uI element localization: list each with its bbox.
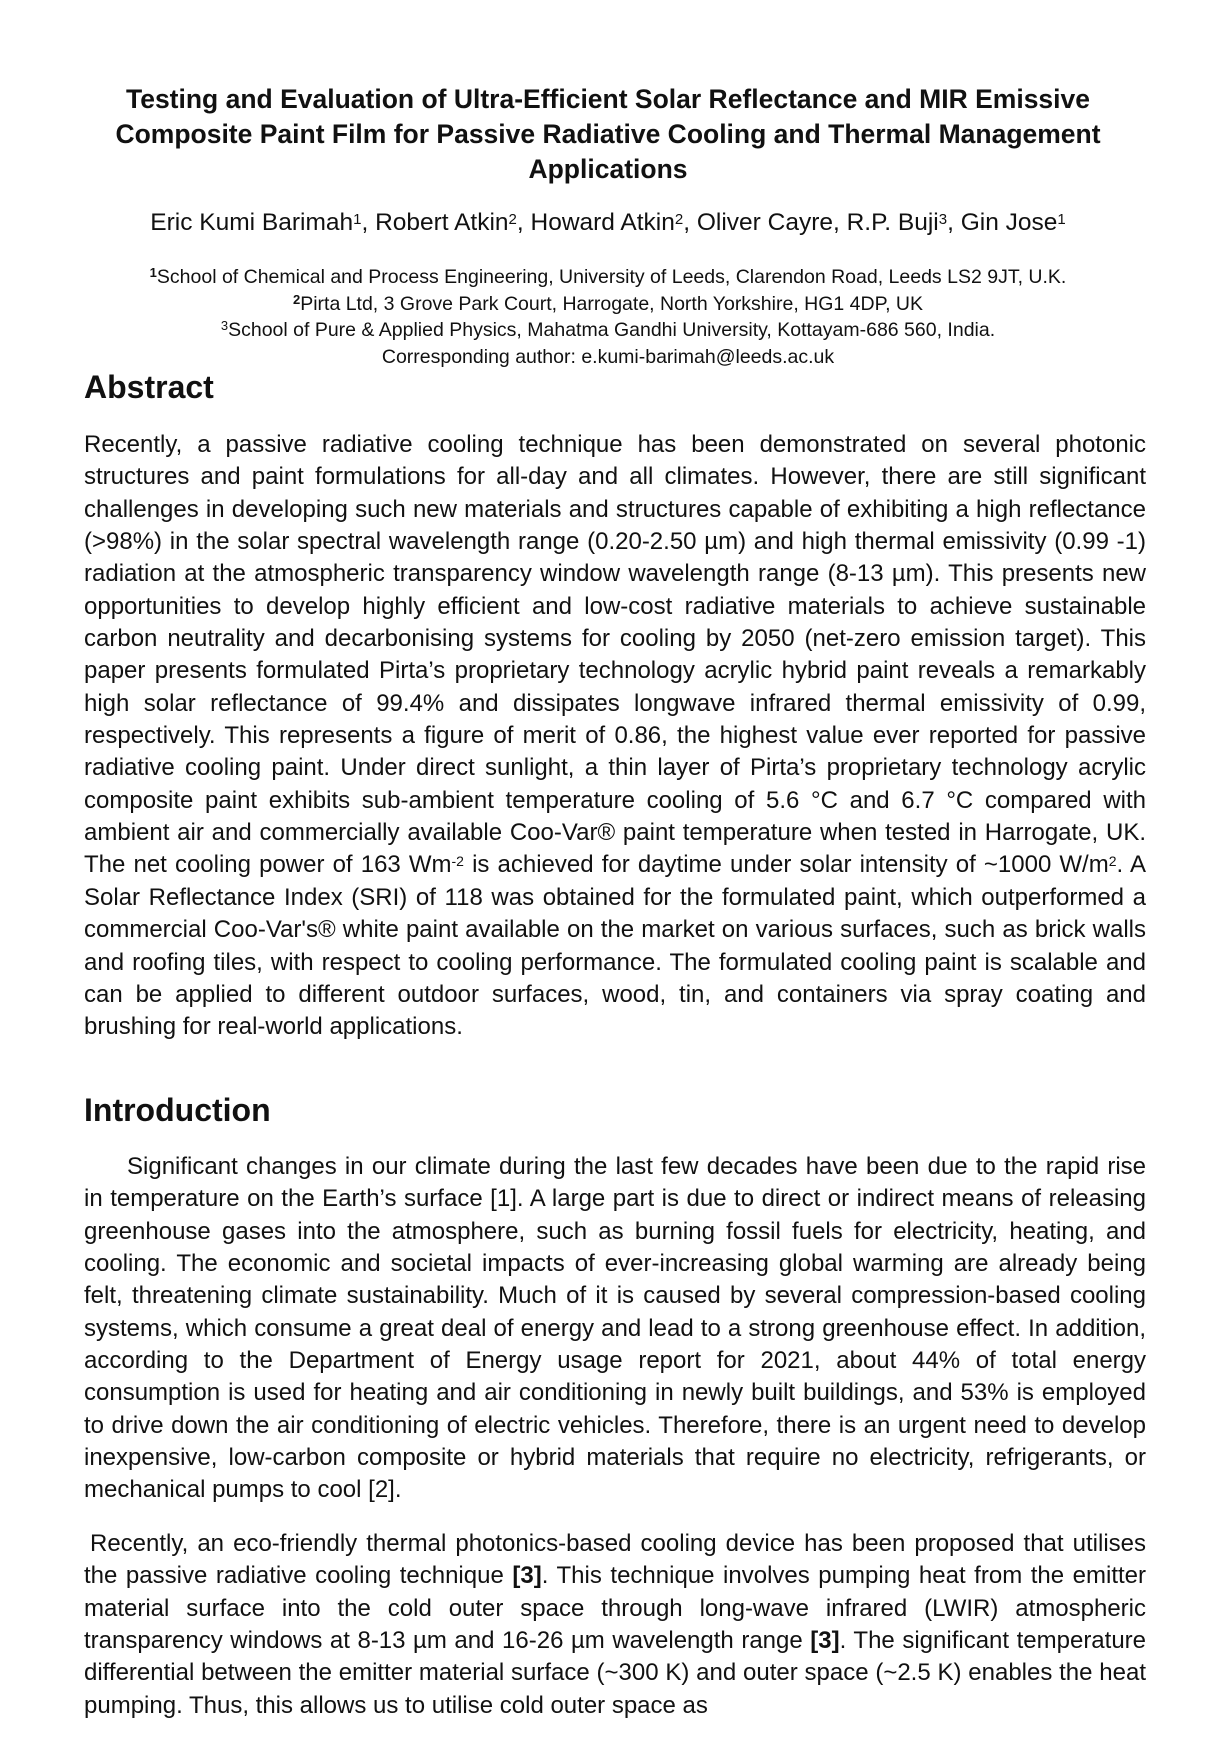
abstract-heading: Abstract xyxy=(84,369,214,405)
author-affiliation-mark: 3 xyxy=(938,211,948,228)
affiliation-3 xyxy=(60,317,1156,344)
title-line: Composite Paint Film for Passive Radiative Cooling and Thermal Management xyxy=(115,119,1101,149)
author-name: Gin Jose xyxy=(960,209,1058,236)
affiliations xyxy=(60,264,1156,370)
abstract-paragraph xyxy=(84,429,1146,1044)
introduction-paragraph-2 xyxy=(84,1528,1146,1722)
paper-title xyxy=(70,82,1146,187)
affiliation-2 xyxy=(60,291,1156,318)
affiliation-1 xyxy=(60,264,1156,291)
abstract-text: . A Solar Reflectance Index (SRI) of 118 was obtained for the formulated paint, which outperformed a commercial Coo-Var's® white paint available on the market on various surfaces, such as brick walls and roofing tiles, with respect to cooling performance. The formulated cooling paint is scalable and can be applied to different outdoor surfaces, wood, tin, and containers via spray coating and brushing for real-world applications. xyxy=(84,851,1146,1041)
author-separator: , xyxy=(683,209,697,236)
author-name: Oliver Cayre, R.P. Buji xyxy=(696,209,939,236)
abstract-text: Recently, a passive radiative cooling technique has been demonstrated on several photonic structures and paint formulations for all-day and all climates. However, there are still significant challenges in developing such new materials and structures capable of exhibiting a high reflectance (>98%) in the solar spectral wavelength range (0.20-2.50 µm) and high thermal emissivity (0.99 -1) radiation at the atmospheric transparency window wavelength range (8-13 µm). This presents new opportunities to develop highly efficient and low-cost radiative materials to achieve sustainable carbon neutrality and decarbonising systems for cooling by 2050 (net-zero emission target). This paper presents formulated Pirta’s proprietary technology acrylic hybrid paint reveals a remarkably high solar reflectance of 99.4% and dissipates longwave infrared thermal emissivity of 0.99, respectively. This represents a figure of merit of 0.86, the highest value ever reported for passive radiative cooling paint. Under direct sunlight, a thin layer of Pirta’s proprietary technology acrylic composite paint exhibits sub-ambient temperature cooling of 5.6 °C and 6.7 °C compared with ambient air and commercially available Coo-Var® paint temperature when tested in Harrogate, UK. The net cooling power of 163 Wm xyxy=(84,431,1146,879)
corresponding-author: Corresponding author: e.kumi-barimah@leeds.ac.uk xyxy=(381,345,835,368)
author-name: Howard Atkin xyxy=(530,209,675,236)
intro-text: . The significant temperature differential between the emitter material surface (~300 K) and outer space (~2.5 K) enables the heat pumping. Thus, this allows us to utilise cold outer space as xyxy=(84,1627,1147,1719)
author-name: Eric Kumi Barimah xyxy=(150,209,354,236)
affiliation-mark: 3 xyxy=(220,318,229,333)
unit-exponent: -2 xyxy=(451,853,464,870)
author-affiliation-mark: 1 xyxy=(353,211,362,228)
author-affiliation-mark: 2 xyxy=(674,211,684,228)
affiliation-mark: 2 xyxy=(292,291,301,307)
intro-text: Recently, an eco-friendly thermal photonics-based cooling device has been proposed that utilises the passive radiative cooling technique xyxy=(84,1530,1146,1590)
author-separator: , xyxy=(516,209,531,236)
author-name: Robert Atkin xyxy=(375,209,509,236)
citation-ref: [3] xyxy=(512,1562,542,1590)
title-line: Applications xyxy=(528,154,688,184)
affiliation-text: Pirta Ltd, 3 Grove Park Court, Harrogate, North Yorkshire, HG1 4DP, UK xyxy=(300,292,924,315)
citation-ref: [3] xyxy=(810,1627,840,1655)
affiliation-text: School of Pure & Applied Physics, Mahatma Gandhi University, Kottayam-686 560, India. xyxy=(228,319,996,341)
author-list xyxy=(60,207,1156,239)
abstract-text: is achieved for daytime under solar intensity of ~1000 W/m xyxy=(463,851,1109,879)
title-line: Testing and Evaluation of Ultra-Efficient Solar Reflectance and MIR Emissive xyxy=(125,84,1091,114)
affiliation-mark: 1 xyxy=(149,265,157,280)
introduction-heading: Introduction xyxy=(84,1092,271,1128)
affiliation-text: School of Chemical and Process Engineering, University of Leeds, Clarendon Road, Leeds LS2 9JT, U.K. xyxy=(156,266,1067,288)
author-separator: , xyxy=(947,209,961,236)
author-affiliation-mark: 2 xyxy=(508,211,517,228)
intro-text: . This technique involves pumping heat from the emitter material surface into the cold outer space through long-wave infrared (LWIR) atmospheric transparency windows at 8-13 µm and 16-26 µm wavelength range xyxy=(84,1562,1147,1655)
author-affiliation-mark: 1 xyxy=(1057,211,1066,228)
unit-exponent: 2 xyxy=(1108,853,1117,870)
author-separator: , xyxy=(361,209,376,236)
introduction-paragraph-1: Significant changes in our climate during the last few decades have been due to the rapid rise in temperature on the Earth’s surface [1]. A large part is due to direct or indirect means of releasing greenhouse gases into the atmosphere, such as burning fossil fuels for electricity, heating, and cooling. The economic and societal impacts of ever-increasing global warming are already being felt, threatening climate sustainability. Much of it is caused by several compression-based cooling systems, which consume a great deal of energy and lead to a strong greenhouse effect. In addition, according to the Department of Energy usage report for 2021, about 44% of total energy consumption is used for heating and air conditioning in newly built buildings, and 53% is employed to drive down the air conditioning of electric vehicles. Therefore, there is an urgent need to develop inexpensive, low-carbon composite or hybrid materials that require no electricity, refrigerants, or mechanical pumps to cool [2]. xyxy=(84,1153,1146,1504)
